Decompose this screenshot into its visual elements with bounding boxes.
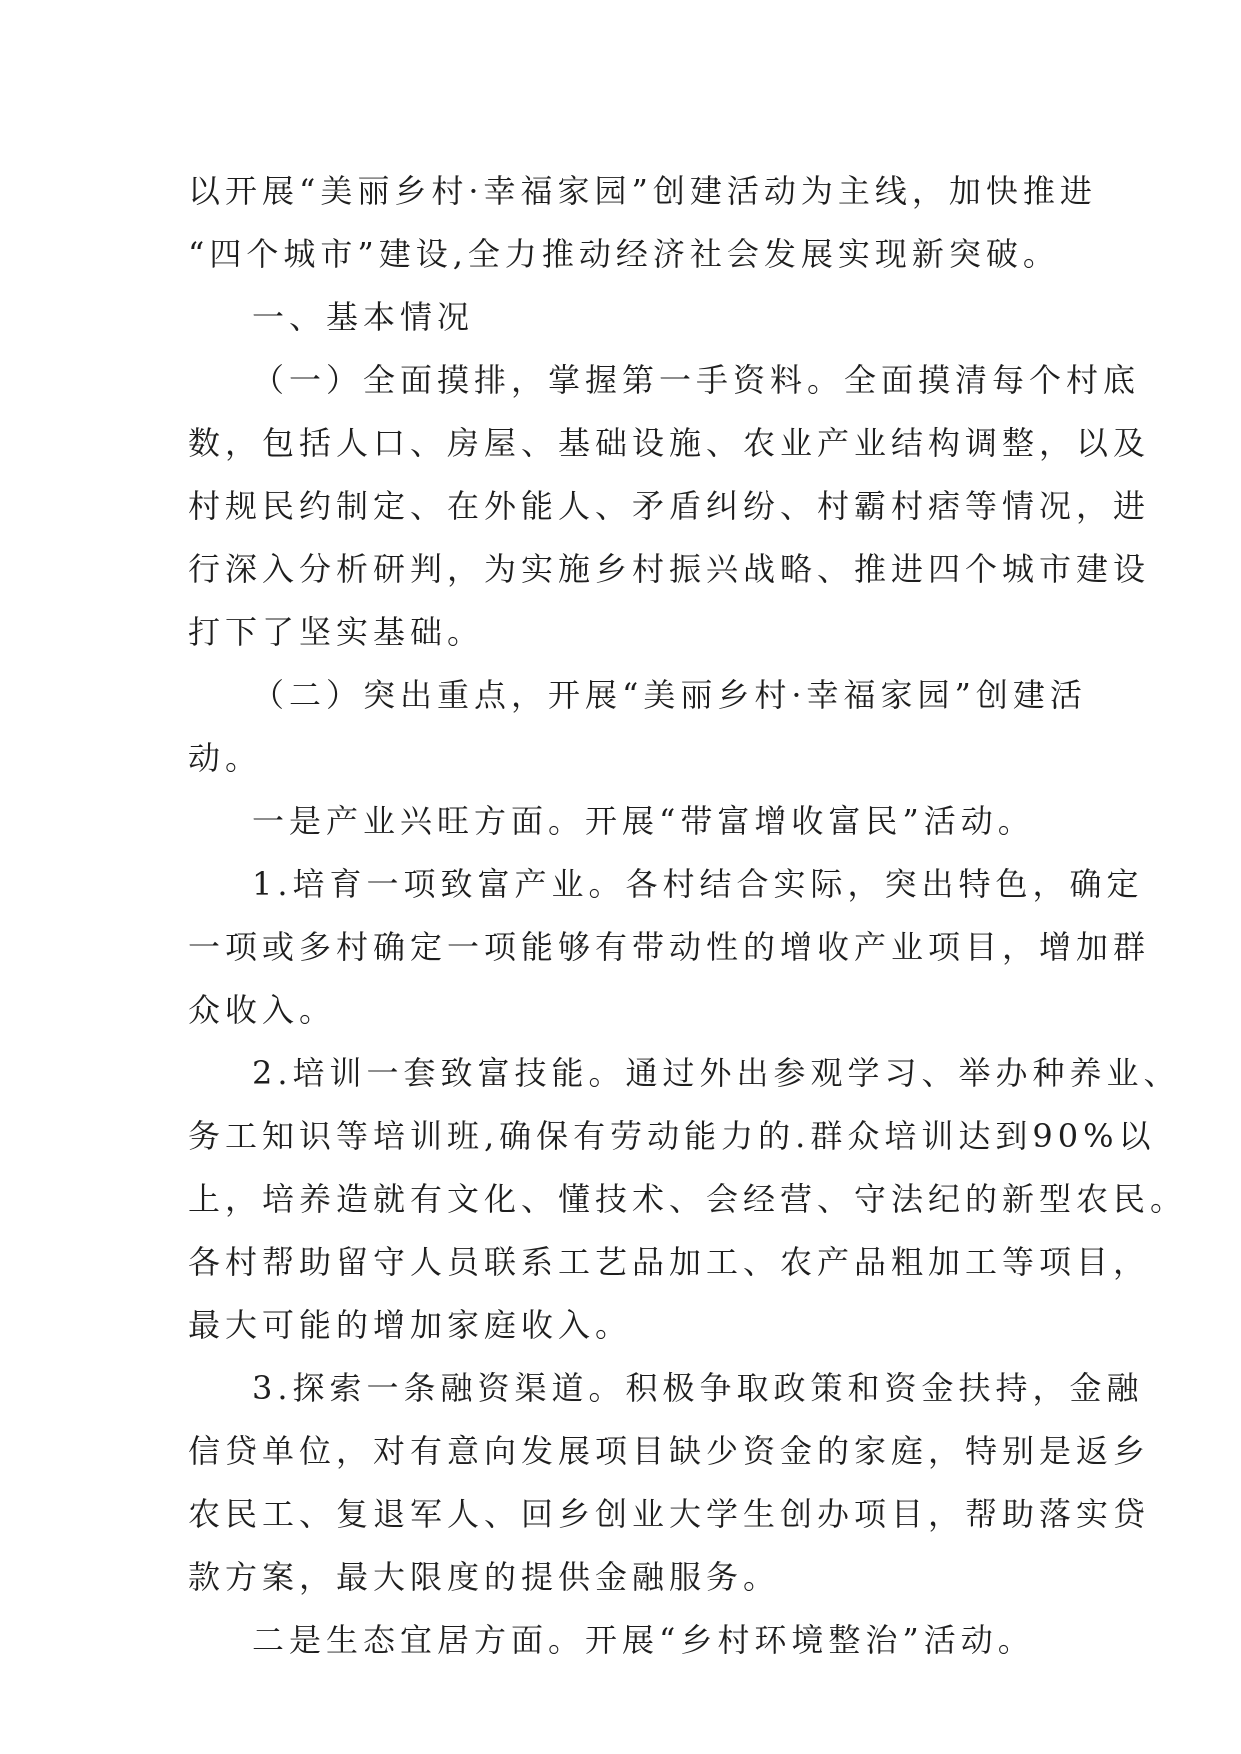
body-text-line: 款方案，最大限度的提供金融服务。	[188, 1558, 781, 1596]
list-item-line: 2.培训一套致富技能。通过外出参观学习、举办种养业、	[252, 1054, 1181, 1092]
body-text-line: 上，培养造就有文化、懂技术、会经营、守法纪的新型农民。	[188, 1180, 1188, 1218]
paragraph-line: 一是产业兴旺方面。开展“带富增收富民”活动。	[252, 802, 1035, 840]
body-text-line: 村规民约制定、在外能人、矛盾纠纷、村霸村痞等情况，进	[188, 487, 1151, 525]
body-text-line: 数，包括人口、房屋、基础设施、农业产业结构调整，以及	[188, 424, 1151, 462]
body-text-line: 农民工、复退军人、回乡创业大学生创办项目，帮助落实贷	[188, 1495, 1151, 1533]
body-text-line: “四个城市”建设,全力推动经济社会发展实现新突破。	[188, 235, 1060, 273]
subsection-heading-line: （二）突出重点，开展“美丽乡村·幸福家园”创建活	[252, 676, 1087, 714]
section-heading: 一、基本情况	[252, 298, 475, 336]
list-item-line: 3.探索一条融资渠道。积极争取政策和资金扶持，金融	[252, 1369, 1144, 1407]
list-item-line: 1.培育一项致富产业。各村结合实际，突出特色，确定	[252, 865, 1144, 903]
body-text-line: 行深入分析研判，为实施乡村振兴战略、推进四个城市建设	[188, 550, 1151, 588]
body-text-line: 动。	[188, 739, 263, 777]
body-text-line: 众收入。	[188, 991, 337, 1029]
document-body	[188, 160, 1188, 1672]
body-text-line: 各村帮助留守人员联系工艺品加工、农产品粗加工等项目，	[188, 1243, 1151, 1281]
body-text-line: 以开展“美丽乡村·幸福家园”创建活动为主线，加快推进	[188, 172, 1097, 210]
body-text-line: 信贷单位，对有意向发展项目缺少资金的家庭，特别是返乡	[188, 1432, 1151, 1470]
body-text-line: 打下了坚实基础。	[188, 613, 485, 651]
paragraph-line: 二是生态宜居方面。开展“乡村环境整治”活动。	[252, 1621, 1035, 1659]
body-text-line: 一项或多村确定一项能够有带动性的增收产业项目，增加群	[188, 928, 1151, 966]
body-text-line: 最大可能的增加家庭收入。	[188, 1306, 633, 1344]
body-text-line: 务工知识等培训班,确保有劳动能力的.群众培训达到90%以	[188, 1117, 1156, 1155]
subsection-heading-line: （一）全面摸排，掌握第一手资料。全面摸清每个村底	[252, 361, 1141, 399]
